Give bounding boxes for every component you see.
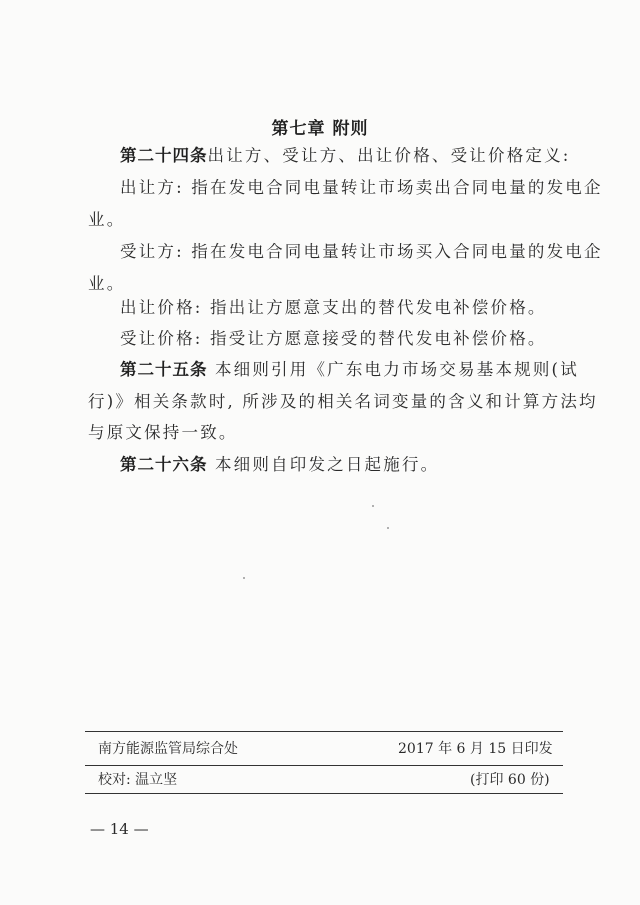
article-24-buyer-line1: 受让方: 指在发电合同电量转让市场买入合同电量的发电企 [120,242,603,261]
article-25-line1 [120,360,579,380]
article-24-seller-line2: 业。 [88,210,126,229]
article-26-line1 [120,455,560,475]
footer-issue-date: 2017 年 6 月 15 日印发 [398,741,553,757]
article-25-line3: 与原文保持一致。 [88,423,238,442]
article-24-buy-price: 受让价格: 指受让方愿意接受的替代发电补偿价格。 [120,329,547,348]
article-24-buyer-line2: 业。 [88,274,126,293]
page-number: — 14 — [90,820,149,838]
footer-bottom-rule [85,793,563,794]
article-24-intro [120,146,571,166]
article-24-label: 第二十四条 [120,146,208,165]
article-26-line1-text: 本细则自印发之日起施行。 [214,455,440,474]
scan-speck [387,527,389,529]
article-25-line1-text: 本细则引用《广东电力市场交易基本规则(试 [214,360,579,379]
scan-speck [243,577,245,579]
footer-top-rule [85,731,563,732]
article-26-label: 第二十六条 [120,455,208,474]
chapter-title: 第七章 附则 [271,119,369,139]
footer-proofreader: 校对: 温立坚 [98,772,178,788]
footer-middle-rule [85,765,563,766]
scan-speck [372,505,374,507]
footer-print-count: (打印 60 份) [470,772,550,788]
article-24-seller-line1: 出让方: 指在发电合同电量转让市场卖出合同电量的发电企 [120,178,603,197]
article-24-sell-price: 出让价格: 指出让方愿意支出的替代发电补偿价格。 [120,298,547,317]
footer-issuer: 南方能源监管局综合处 [98,741,238,757]
article-25-label: 第二十五条 [120,360,208,379]
article-24-intro-text: 出让方、受让方、出让价格、受让价格定义: [207,146,571,165]
article-25-line2: 行)》相关条款时, 所涉及的相关名词变量的含义和计算方法均 [88,392,598,411]
